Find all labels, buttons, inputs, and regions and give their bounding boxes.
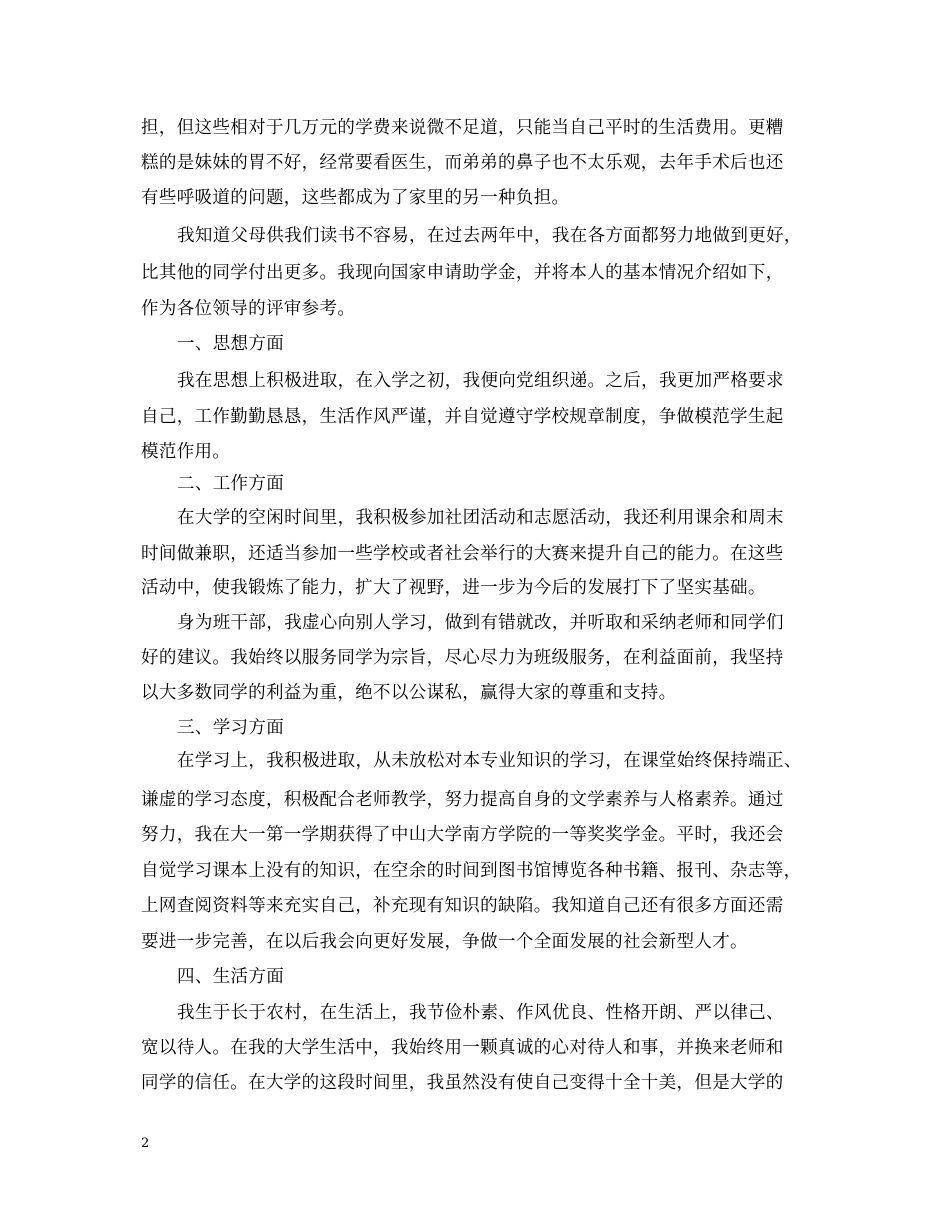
text-line: 身为班干部，我虚心向别人学习，做到有错就改，并听取和采纳老师和同学们 [177, 613, 784, 633]
text-line: 努力，我在大一第一学期获得了中山大学南方学院的一等奖奖学金。平时，我还会 [141, 825, 784, 845]
text-line: 自己，工作勤勤恳恳，生活作风严谨，并自觉遵守学校规章制度，争做模范学生起 [141, 407, 784, 427]
section-heading: 四、生活方面 [177, 967, 285, 987]
text-line: 模范作用。 [141, 442, 231, 462]
text-line: 我知道父母供我们读书不容易，在过去两年中，我在各方面都努力地做到更好， [177, 226, 802, 246]
section-heading: 二、工作方面 [177, 474, 285, 494]
text-line: 宽以待人。在我的大学生活中，我始终用一颗真诚的心对待人和事，并换来老师和 [141, 1038, 784, 1058]
text-line: 糕的是妹妹的胃不好，经常要看医生，而弟弟的鼻子也不太乐观，去年手术后也还 [141, 153, 784, 173]
text-line: 时间做兼职，还适当参加一些学校或者社会举行的大赛来提升自己的能力。在这些 [141, 544, 784, 564]
text-line: 谦虚的学习态度，积极配合老师教学，努力提高自身的文学素养与人格素养。通过 [141, 790, 784, 810]
text-line: 自觉学习课本上没有的知识，在空余的时间到图书馆博览各种书籍、报刊、杂志等， [141, 861, 802, 881]
text-line: 上网查阅资料等来充实自己，补充现有知识的缺陷。我知道自己还有很多方面还需 [141, 896, 784, 916]
text-line: 我在思想上积极进取，在入学之初，我便向党组织递。之后，我更加严格要求 [177, 371, 784, 391]
text-line: 有些呼吸道的问题，这些都成为了家里的另一种负担。 [141, 188, 570, 208]
text-line: 同学的信任。在大学的这段时间里，我虽然没有使自己变得十全十美，但是大学的 [141, 1073, 784, 1093]
text-line: 以大多数同学的利益为重，绝不以公谋私，赢得大家的尊重和支持。 [141, 683, 677, 703]
text-line: 在大学的空闲时间里，我积极参加社团活动和志愿活动，我还利用课余和周末 [177, 508, 784, 528]
text-line: 我生于长于农村，在生活上，我节俭朴素、作风优良、性格开朗、严以律己、 [177, 1003, 784, 1023]
page-number: 2 [141, 1136, 150, 1151]
section-heading: 一、思想方面 [177, 334, 285, 354]
section-heading: 三、学习方面 [177, 718, 285, 738]
text-line: 作为各位领导的评审参考。 [141, 299, 356, 319]
text-line: 担，但这些相对于几万元的学费来说微不足道，只能当自己平时的生活费用。更糟 [141, 118, 784, 138]
text-line: 要进一步完善，在以后我会向更好发展，争做一个全面发展的社会新型人才。 [141, 932, 748, 952]
text-line: 好的建议。我始终以服务同学为宗旨，尽心尽力为班级服务，在利益面前，我坚持 [141, 648, 784, 668]
text-line: 活动中，使我锻炼了能力，扩大了视野，进一步为今后的发展打下了坚实基础。 [141, 578, 766, 598]
text-line: 在学习上，我积极进取，从未放松对本专业知识的学习，在课堂始终保持端正、 [177, 751, 802, 771]
text-line: 比其他的同学付出更多。我现向国家申请助学金，并将本人的基本情况介绍如下， [141, 263, 784, 283]
